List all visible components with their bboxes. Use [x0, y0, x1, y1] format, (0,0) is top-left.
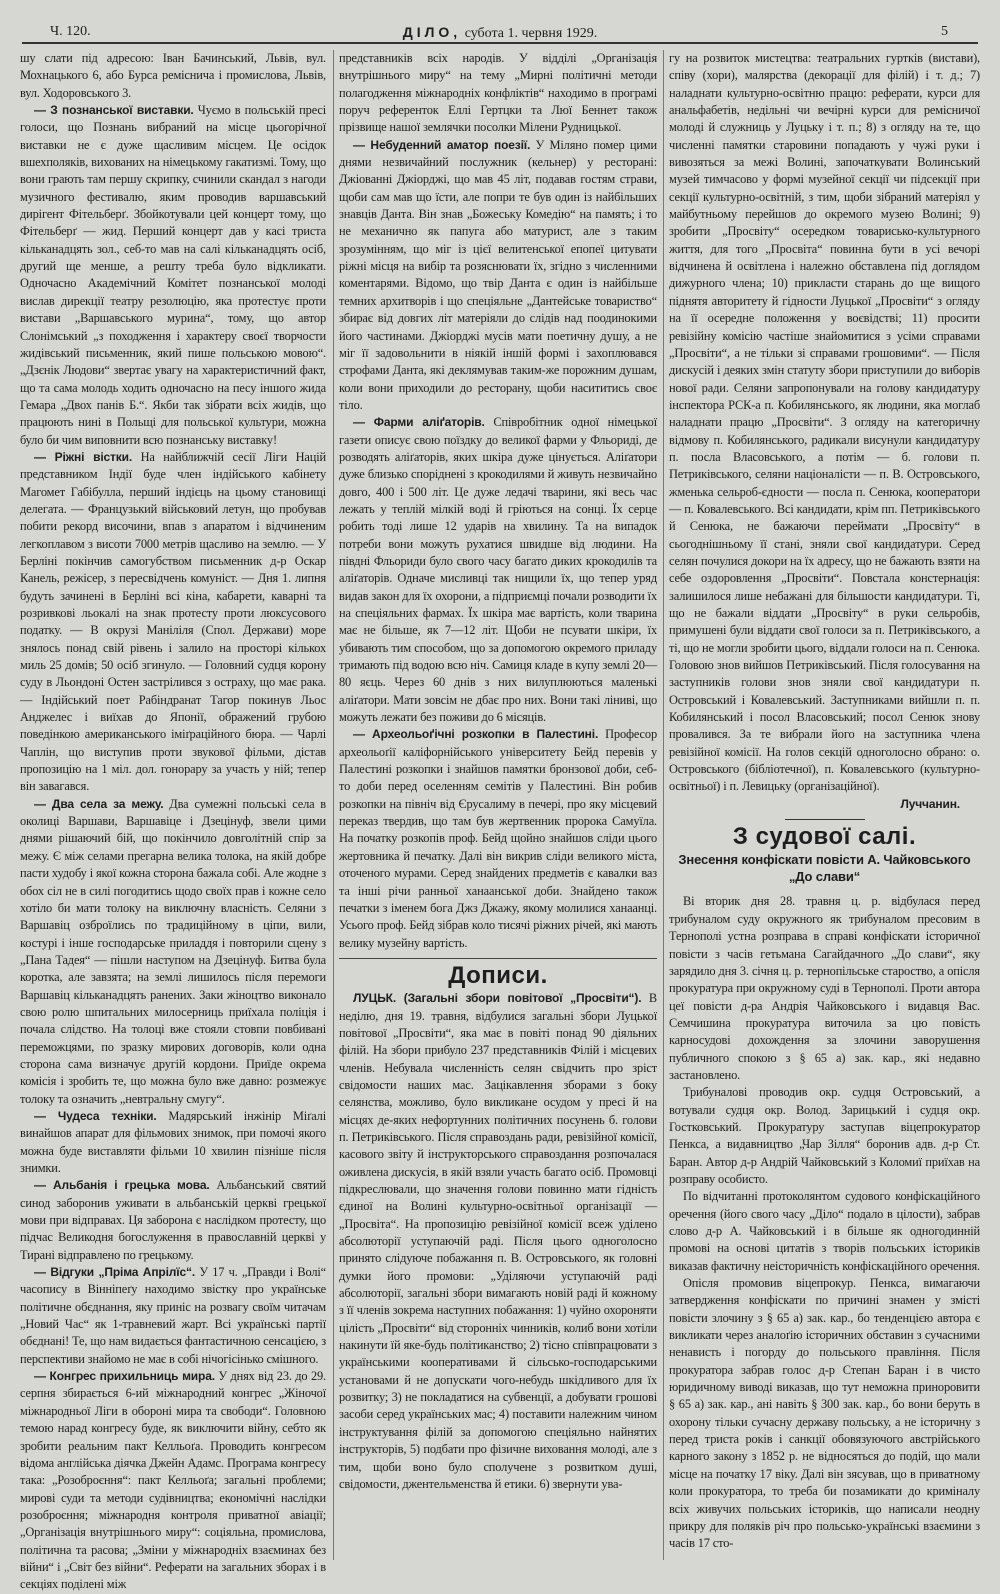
column-1: [20, 50, 326, 1592]
column-3: [669, 50, 980, 1558]
news-item: — Альбанія і грецька мова. Альбанський святий синод заборонив уживати в альбанській церкві грецької мови при відправах. Ця заборона є наслідком протесту, що підчас Великодня богослуження в православній церкві у Тирані відправлено по грецькому.: [20, 1178, 326, 1262]
column-divider: [333, 50, 334, 1560]
section-rule: [339, 958, 657, 959]
news-item: — Чудеса техніки. Мадярський інжінір Міґалі винайшов апарат для фільмових знимок, при помочі якого можна буде виставляти фільми 10 хвилин пізніше після знимки.: [20, 1108, 326, 1175]
author-signature: Луччанин.: [900, 796, 960, 811]
news-item: — З познанської виставки. Чуємо в польській пресі голоси, що Познань вибраний на місце цьогорічної виставки не є дуже щасливим місцем. Це осідок вшехполяків, вихованих на німецькому гакатизмі. Тому, що вони грають там першу скрипку, счинили скандал з нагоди музичного фестивалю, яким проводив варшавський дирігент Фітельберґ. Збойкотували цей концерт тому, що Фітельберґ — жид. Перший концерт дав у касі триста кільканадцять зол., себ-то мав на салі кільканадцять осіб, другий ще менше, а решту треба було відкликати. Одночасно Академічний Комітет познанської молоді вислав дирекції театру резолюцію, яка протестує проти вистави „Варшавського мурина“, тому, що автор Слонімський „з походження і характеру своєї творчости жидівський письменник, який пише польською мовою“. „Дзєнік Людови“ звертає увагу на характеристичний факт, що та сама молодь ходить одночасно на песу іншого жида Гемара „Двох панів Б.“. Якби так зібрати всіх жидів, що працюють нині в Польщі для польської культури, можна було би чим виповнити всю познанську виставку!: [20, 103, 326, 447]
article-paragraph: По відчитанні протоколянтом судового конфіскаційного оречення (його свого часу „Діло“ подало в цілости), забрав слово д-р А. Чайковський і в більше як одногодинній промові на основі цитатів з творів польських істориків виказав фактичну неісторичність конфіскаційного оречення.: [669, 1189, 980, 1273]
article-subheading: Знесення конфіскати повісти А. Чайковського „До слави“: [678, 852, 971, 885]
section-heading-court: З судової салі.: [732, 823, 917, 851]
newspaper-title: ДІЛО,: [402, 24, 462, 40]
issue-number: Ч. 120.: [50, 24, 91, 39]
news-item: — Ріжні вістки. На найближчій сесії Ліги Націй представником Індії буде член індійського кабінету Магомет Габібулла, перший індієць на цьому становищі делегата. — Французький військовий летун, що пробував побити рекорд височини, впав з апаратом і відчиненим легкоплавом з висоти 7000 метрів щасливо на землю. — У Берліні покінчив самогубством письменник д-р Оскар Канель, режісер, з пересвідчень комуніст. — Дня 1. липня будуть зачинені в Берліні всі кіна, кабарети, каварні та розривкові льокалі на знак протесту проти люксусового податку. — В окрузі Маніліля (Спол. Держави) море знялось понад свій рівень і залило на просторі кількох миль 25 домів; 50 осіб згинуло. — Головний судця корону суду в Льондоні Остен застрілився з остраху, що має рака. — Індійський поет Рабіндранат Тагор покинув Льос Анджелес і виїхав до Японії, ображений грубою поведінкою американського іміґраційного бюра. — Чарлі Чаплін, що виступив проти звукової фільми, дістав пропозицію на 1 міл. дол. гонорару за участь у ній; тепер він завагався.: [20, 449, 326, 794]
news-item: — Археольоґічні розкопки в Палестині. Професор археольоґії каліфорнійського університету Бейд перевів у Палестині розкопки і знайшов памятки бронзової доби, себ-то доби перед оселенням семітів у Палестині. Він робив розкопки на північ від Єрусалиму в печері, про яку місцевий переказ твердив, що там був жертвенник пророка Самуїла. На початку розкопів проф. Бейд щойно знайшов сліди цього жертовника й печатку. Далі він викрив сліди великого міста, оточеного мурами. Серед знайдених предметів є кавалки ваз та інші річи ранньої ханаанської доби. Знайдено також печатки з іменем бога Джз Джажу, якому молилися ханаанці. Усього проф. Бейд зібрав коло тисячі ріжних річей, які мають велику музейну вартість.: [339, 727, 657, 950]
news-item: — Відгуки „Пріма Апрілїс“. У 17 ч. „Правди і Волі“ часопису в Вінніпеґу находимо звістку про українське політичне обєднання, яку приніс на розвагу своїм читачам „Новий Час“ як 1-травневий жарт. Всі українські партії обєднані! Те, що нам видається фантастичною сенсацією, з перспективи знайомо не має в собі нічогісінько смішного.: [20, 1265, 326, 1366]
article-paragraph: Опісля промовив віцепрокур. Пенкса, вимагаючи затвердження конфіскати по причині знамен у змісті повісти злочину з § 65 а) зак. кар., бо тенденцією автора є викликати через аналоґію історичних обставин з сучасними ненависть і погорду до польського правління. Після прокуратора забрав голос д-р Степан Баран і в чисто юридичному виводі виказав, що тут неможна приноровити § 65 а) зак. кар., ані навіть § 300 зак. кар., бо вони беруть в охорону тільки сучасну державу польську, а не історичну з перед триста років і санкції обовязуючого австрійського карного закону з 1852 р. не відносяться до подій, що мали місце на початку 17 віку. Далі він зясував, що в приватному коли прокуратора, то треба би позамикати до криміналу всіх живучих польських істориків, що написали неодну прикру для поляків річ про польсько-українські взаємини з часів 17 сто-: [669, 1276, 980, 1551]
news-item: — Небуденний аматор поезії. У Міляно помер цими днями незвичайний послужник (кельнер) у ресторані: Джіованні Джіорджі, що мав 45 літ, подавав гостям страви, щоби сам мав що їсти, але попри те був один із найбільших знавців Данта. Він знав „Божеську Комедію“ на память; і то не механично як папуга або матурист, але з таким зрозумінням, що міг із цієї велитенської епопеї цитувати ріжні місця на вибір та розяснювати їх, згідно з численними коментарями. Відомо, що твір Данта є один із найбільше темних архитворів і що спеціяльне „Дантейське товариство“ збирає від довгих літ матеріяли до слідів над поодинокими його частинами. Джіорджі мусів мати поетичну душу, а не міг її задовольнити в ніякій іншій формі і захоплювався строфами Данта, які деклямував таким-же порожним душам, коли вони приходили до ресторану, щоби насититись своє тіло.: [339, 137, 657, 412]
article-paragraph: Ві вторик дня 28. травня ц. р. відбулася перед трибуналом суду окружного як трибуналом пресовим в Тернополі устна розправа в справі конфіскати історичної повісти з часів гетьмана Сагайдачного „До слави“, яку зарядило дня 3. січня ц. р. тернопільське староство, а опісля прокуратура при окружному суді в Тернополі. Проти автора цеї повісти д-ра Андрія Чайковського і видавця Вас. Семчишина прокуратура виточила за цю повість карносудові дохождення за злочини заворушення публичного спокою з § 65 а) зак. кар., які недавно застановлено.: [669, 894, 980, 1082]
masthead-title-line: [22, 24, 978, 42]
section-heading-dopysy: Дописи.: [448, 961, 548, 989]
article-continuation: представників всіх народів. У відділі „Організація внутрішнього миру“ на тему „Мирні політичні методи полагодження міжнародніх конфліктів“ находимо в програмі поруч референток Еллі Гертцки та Люї Беннет також прізвище нашої землячки посолки Мілени Рудницької.: [339, 51, 657, 135]
issue-date: субота 1. червня 1929.: [464, 26, 598, 41]
news-item: — Два села за межу. Два сумежні польські села в околиці Варшави, Варшавіце і Дзецінуф, звели цими днями рішаючий бій, що покінчило довголітній спір за межу. Є між селами прегарна велика толока, на якій добре пасти худобу і якої кожна сторона бажала собі. Але жодне з обох сіл не в силі погодитись щодо своїх прав і кожне село хотіло би мати толоку на виключну власність. Селяни з Варшавіц озброїлись по традиційному в ціпи, вили, костурі і інше господарське приладдя і повторили сцену з „Пана Тадея“ — пішли наступом на Дзецінуф. Битва була коротка, але завзята; на землі лишилось після перемоги Варшавіц кільканадцять ранених. Заки жіноцтво виконало свою ролю шпитальних милосерниць приїхала поліція і почала слідство. На толоці вже стояли стовпи повбивані переможцями, по зразку мирових договорів, коли одна сторона сама визначує другій кордони. Приїде окрема комісія і зробить те, що можна було вже давно: розмежує толоку та означить „невтральну смугу“.: [20, 796, 326, 1106]
page-number: 5: [941, 24, 948, 39]
article-paragraph: Трибуналові проводив окр. судця Островський, а вотували судця окр. Волод. Зарицький і судця окр. Гостковський. Прокуратуру заступав віцепрокуратор Пенкса, а видавництво „Чар Зілля“ боронив адв. д-р Ст. Баран. Автор д-р Андрій Чайковський з Коломиї приїхав на розправу особисто.: [669, 1085, 980, 1186]
column-divider: [663, 50, 664, 1560]
masthead: [22, 22, 978, 40]
news-item: — Фарми аліґаторів. Співробітник одної німецької газети описує свою поїздку до великої фарми у Фльориді, де розводять аліґаторів, яких шкіра дуже цінується. Аліґатори дуже близько споріднені з крокодилями й живуть незвичайно довго, 400 і 500 літ. Це дуже ледачі тварини, які весь час лежать у теплій мілкій воді й гріються на сонці. Їх серце робить тоді лише 12 ударів на хвилину. Та на випадок потреби вони можуть рухатися швидше від людини. На півдні Фльориди було свого часу багато диких крокодилів та аліґаторів. Одначе мисливці так нищили їх, що тепер уряд видав закон для їх охорони, а підприємці почали розводити їх на спеціяльних фармах. Їх шкіра має вартість, коли тварина має не більше, як 7—12 літ. Щоби не псувати шкіри, їх убивають тим способом, що за допомогою окремого приладу тримають під водою всю ніч. Самиця кладе в купу землі 20—80 яєць. Через 60 днів з них вилуплюються маленькі аліґатори. Мати зовсім не дбає про них. Вони такі ліниві, що можуть лежати без поживи до 6 місяців.: [339, 415, 658, 725]
correspondence-item: ЛУЦЬК. (Загальні збори повітової „Просвіти“). В неділю, дня 19. травня, відбулися загальні збори Луцької повітової „Просвіти“, яка має в повіті понад 90 діяльних філій. На збори прибуло 237 представників Філій і місцевих членів. Небувала численність селян свідчить про зріст свідомости наших мас. Зацікавлення зборами з боку селянства, можливо, було викликане осудом у пресі й на місцях де-яких нефортунних політичних посунень б. голови п. Петриківського. Після справоздань ради, ревізійної комісії, касового звіту й інструкторського справоздання розпочалася оживлена дискусія, в якій взяли участь багато осіб. Промовці підкреслювали, що значення голови повинно мати гідність єдиної на Волині культурно-освітньої організації — „Просвіта“. На пропозицію ревізійної комісії всеж уділено абсолюторії уступаючій раді. Після цього одноголосно принято слідуюче побажання п. В. Островського, як головні думки його промови: „Уділяючи уступаючій раді абсолюторії, загальні збори вимагають новій раді й кожному з її членів зокрема наступних побажання: 1) чуйно охороняти цілість „Просвіти“ від сторонніх чинників, колиб вони хотіли накинути їй яке-будь політиканство; 2) тісно співпрацювати з українськими кооперативами й сільсько-господарськими установами й не допускати чого-небудь шкідливого для їх розвитку; 3) не покладатися на субвенції, а добувати грошові засоби серед українських мас; 4) поставити належним чином інструктування філій за допомогою спеціяльно найнятих інструкторів, 5) подбати про фізичне виховання молоді, але з тим, щоби воно було сполучене з розвитком душі, свідомости, джентельменства й етики. 6) звернути ува-: [339, 991, 657, 1491]
article-rule: [785, 819, 865, 820]
article-continuation: шу слати під адресою: Іван Бачинський, Львів, вул. Мохнацького 6, або Бурса реміснича і промислова, Львів, вул. Ходоровського 3.: [20, 51, 326, 100]
header-rule: [22, 42, 978, 44]
news-item: — Конгрес прихильниць мира. У днях від 23. до 29. серпня збирається 6-ий міжнародний конгрес „Жіночої міжнародньої Ліги в обороні мира та свободи“. Головною темою нарад конгресу буде, як виключити війну, себто як зробити реальним пакт Келльоґа. Проводить конгресом відома англійська діячка Джейн Адамс. Програма конгресу така: „Розоброєння“: пакт Келльоґа; загальні проблеми; мирові суди та методи судівництва; економічні наслідки розоброєння; міжнародня контроля приватної авіації; „Організація внутрішнього миру“: соціяльна, промислова, політична та расова; „Зміни у міжнародніх взаєминах без війни“ і „Світ без війни“. Реферати на загальних зборах і в секціях поділені між: [20, 1369, 326, 1592]
column-2: [339, 50, 657, 1558]
article-continuation: гу на розвиток мистецтва: театральних гуртків (вистави), співу (хори), малярства (декорації для філій) і т. д.; 7) наладнати культурно-освітню працю: реферати, курси для анальфабетів, недільні чи вечірні курси для ремісничої молоді й служниць у Луцьку і т. п.; 8) з огляду на те, що численні памятки старовини попадають у чужі руки і вивозяться за межі Волині, започаткувати Волинський музей тимчасово у формі музейної секції чи підсекції при секції культурно-освітній, з тим, щоби зібраний матеріял у майбутньому перейшов до окремого музею Волині; 9) зробити „Просвіту“ осередком товарисько-культурного життя, для того „Просвіта“ повинна бути в усі вечорі відчинена й освітлена і належно обставлена під доглядом дижурного члена; 10) прикласти старань до ще вищого піднятя авторитету й гідности Луцької „Просвіти“ з огляду на її осередне положення у воєвідстві; 11) просити ревізійну комісію частіше знайомитися з усіми справами „Просвіти“, а не тільки зі справами грошовими“. — Після дискусій і деяких змін статуту збори приступили до виборів нової ради. Селяни запропонували на голову кандидатуру інспектора РСК-а п. Кобилянського, як людини, яка моглаб наладнати працю „Просвіти“. З огляду на категоричну відмову п. Кобилянського, радикали висунули кандидатуру п. посла Власовського, а потім — б. голови п. Петриківського, селяни націоналісти — п. В. Островського, жменька сельроб-єдности — посла п. Сенюка, кооператори — п. Ковалевського. Всі кандидати, крім пп. Петриківського й Сенюка, не бажаючи переймати „Просвіту“ в сьогоднішньому її стані, зняли свої кандидатури. Серед селян почулися докори на їх адресу, що не бажають взяти на себе оздоровлення „Просвіти“. Повстала констернація: залишилося лише небажані для більшости кандидатури. Ті, що не бажали віддати „Просвіту“ в руки сельробів, примушені були віддати свої голоси за п. Петриківського, а ті, що не могли зробити цього, віддали голоси на п. Сенюка. Головою знов вийшов Петриківський. Після голосування на заступників голови знов зняли свої кандидатури п. Островський і Ковалевський. Заступниками вийшли п. п. Кобилянський і посол Власовський; посол Сенюк знову провалився. За те вибрали його на заступника члена ревізійної комісії. На голов секцій одноголосно обрано: о. Островського (бібліотечної), п. Ковалевського (культурно-освітньої) і п. Левицьку (організаційної).: [669, 51, 980, 794]
